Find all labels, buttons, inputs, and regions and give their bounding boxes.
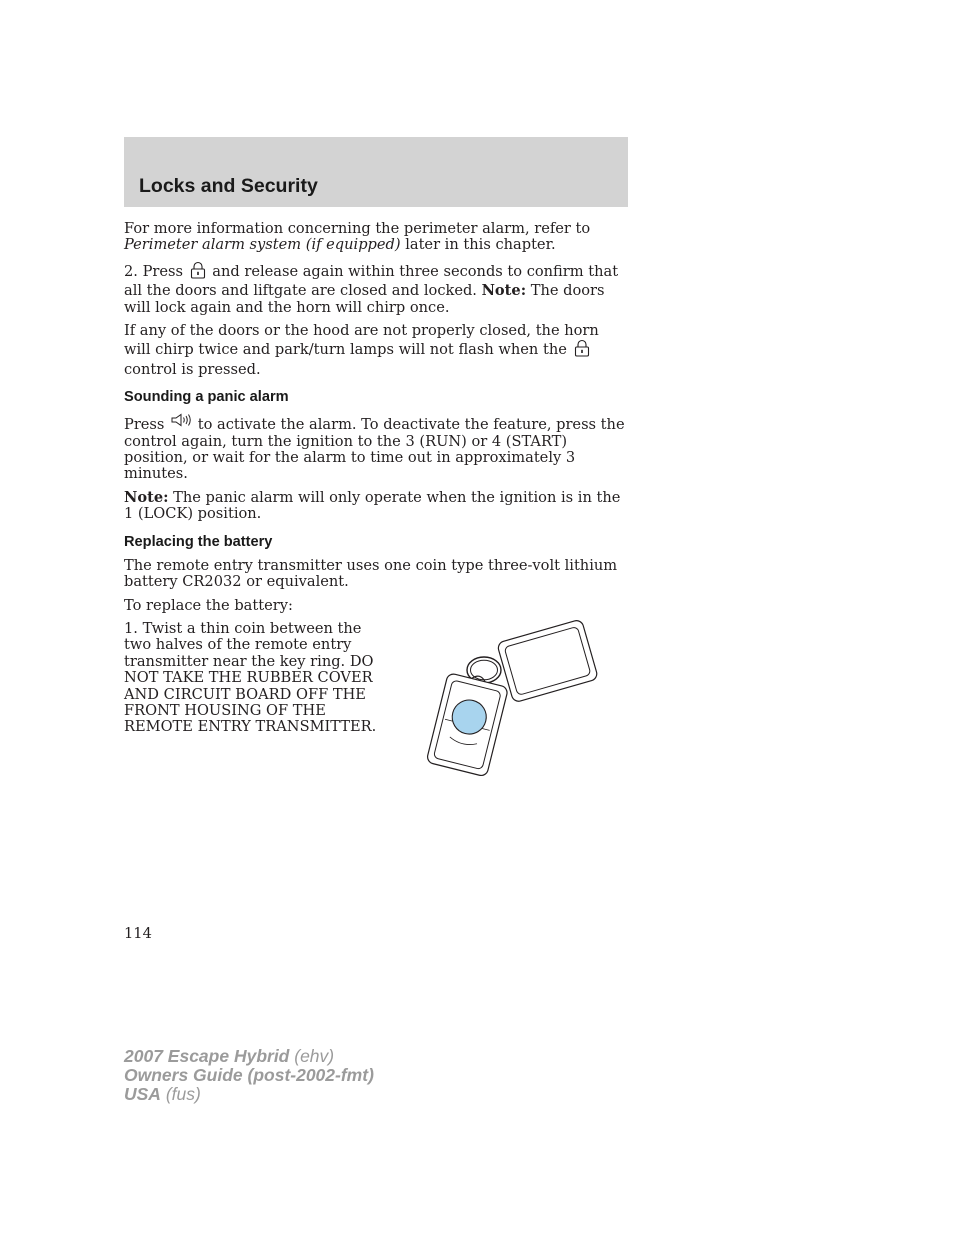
perimeter-alarm-reference: Perimeter alarm system (if equipped) bbox=[124, 236, 401, 254]
panic-horn-icon bbox=[169, 413, 193, 431]
lock-icon bbox=[188, 261, 208, 283]
panic-note-text: The panic alarm will only operate when the ignition is in the 1 (LOCK) position. bbox=[124, 488, 621, 523]
page-content bbox=[124, 221, 628, 743]
panic-note-label: Note: bbox=[124, 488, 169, 506]
doors-before-icon: If any of the doors or the hood are not properly closed, the horn will chirp twice and park/turn lamps will not flash when the bbox=[124, 322, 599, 359]
panic-after-icon: to activate the alarm. To deactivate the feature, press the control again, turn the ignition to the 3 (RUN) or 4 (START) position, or wait for the alarm to time out in approximately 3 minutes. bbox=[124, 416, 625, 483]
panic-before-icon: Press bbox=[124, 416, 165, 434]
doors-after-icon: control is pressed. bbox=[124, 360, 261, 378]
battery-step-1 bbox=[124, 621, 628, 736]
intro-line: For more information concerning the perimeter alarm, refer to bbox=[124, 220, 591, 237]
step2-paragraph bbox=[124, 261, 628, 316]
document-footer bbox=[124, 1047, 374, 1104]
replacing-battery-heading: Replacing the battery bbox=[124, 533, 273, 550]
footer-line-3 bbox=[124, 1085, 374, 1104]
footer-market: USA bbox=[124, 1084, 161, 1104]
intro-after-reference: later in this chapter. bbox=[405, 236, 556, 254]
lock-icon bbox=[572, 339, 592, 361]
step2-note-text: The doors will lock again and the horn will chirp once. bbox=[124, 282, 605, 316]
footer-guide: Owners Guide (post-2002-fmt) bbox=[124, 1065, 374, 1085]
key-fob-illustration bbox=[424, 613, 604, 787]
doors-paragraph bbox=[124, 323, 628, 378]
page-number: 114 bbox=[124, 925, 152, 942]
footer-line-2 bbox=[124, 1066, 374, 1085]
footer-market-code: (fus) bbox=[165, 1084, 201, 1104]
battery-step-1-text: 1. Twist a thin coin between the two halves of the remote entry transmitter near the key ring. DO NOT TAKE THE RUBBER COVER AND CIRCUIT BOARD OFF THE FRONT HOUSING OF THE REMOTE ENTRY TRANSMITTER. bbox=[124, 619, 377, 736]
footer-line-1 bbox=[124, 1047, 374, 1066]
step2-after-icon: and release again within three seconds to confirm that all the doors and liftgate are closed and locked. bbox=[124, 262, 619, 300]
panic-alarm-heading: Sounding a panic alarm bbox=[124, 389, 289, 406]
battery-paragraph: The remote entry transmitter uses one coin type three-volt lithium battery CR2032 or equivalent. bbox=[124, 556, 618, 591]
panic-paragraph bbox=[124, 413, 628, 483]
panic-note-paragraph bbox=[124, 490, 628, 523]
intro-paragraph bbox=[124, 221, 628, 254]
step2-before-icon: 2. Press bbox=[124, 262, 183, 280]
step2-note-label: Note: bbox=[481, 282, 527, 300]
to-replace-paragraph: To replace the battery: bbox=[124, 596, 293, 614]
footer-model: 2007 Escape Hybrid bbox=[124, 1046, 290, 1066]
footer-model-code: (ehv) bbox=[294, 1046, 335, 1066]
section-header-band bbox=[124, 137, 628, 207]
section-title: Locks and Security bbox=[139, 175, 318, 197]
